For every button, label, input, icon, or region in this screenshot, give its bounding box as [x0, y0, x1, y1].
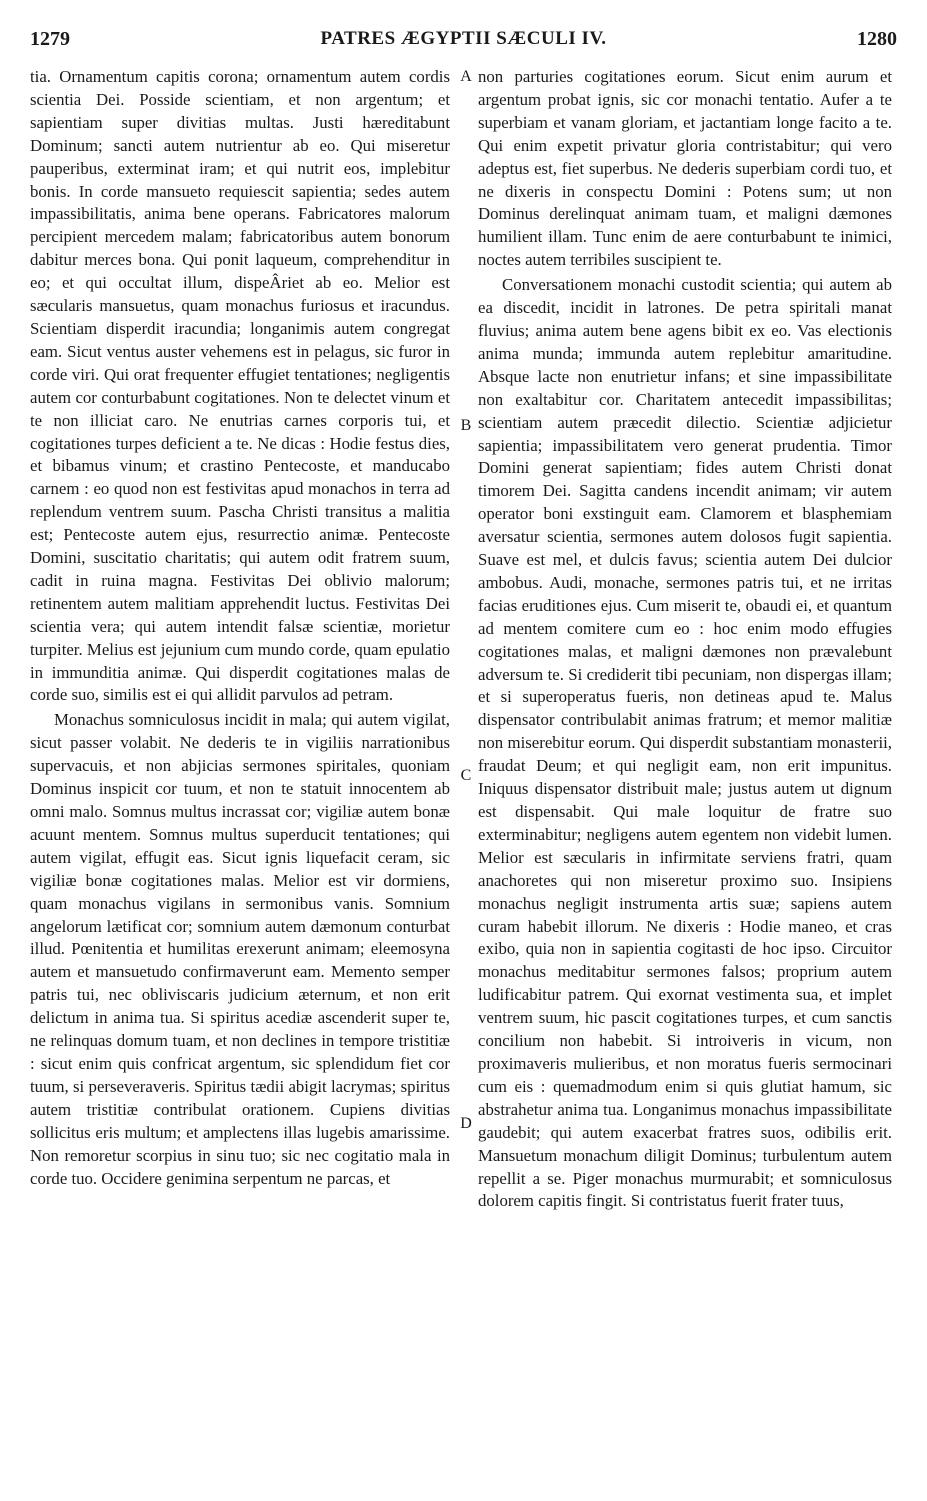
right-paragraph-1: non parturies cogitationes eorum. Sicut enim aurum et argentum probat ignis, sic cor monachi tentatio. Aufer a te superbiam et vanam gloriam, et jactantiam longe facito a te. Qui enim expetit privatur gloria contristabitur; qui vero adeptus est, fiet superbus. Ne dederis superbiam cordi tuo, et ne dixeris in conspectu Domini : Potens sum; ut non Dominus derelinquat animam tuam, et maligni dæmones humilient illam. Tunc enim de aere conturbabunt te inimici, noctes autem terribiles suscipient te. [478, 67, 892, 270]
margin-letter-a: A [460, 68, 472, 85]
page-header [30, 28, 897, 54]
page-number-right: 1280 [857, 28, 897, 50]
right-paragraph-2: Conversationem monachi custodit scientia; qui autem ab ea discedit, incidit in latrones. De petra spiritali manat fluvius; anima autem bene agens bibit ex eo. Vas electionis anima munda; immunda autem replebitur amaritudine. Absque lacte non enutrietur infans; et sine impassibilitate non exaltabitur cor. Charitatem antecedit impassibilitas; scientiam autem præcedit dilectio. Scientiæ adjicietur sapientia; impassibilitatem vero generat prudentia. Timor Domini generat sapientiam; fides autem Christi donat timorem Dei. Sagitta candens incendit animam; vir autem operator boni exstinguit eam. Clamorem et blasphemiam aversatur scientia, sermones autem dolosos fugit sapientia. Suave est mel, et dulcis favus; scientia autem Dei dulcior ambobus. Audi, monache, sermones patris tui, et ne irritas facias eruditiones ejus. Cum miserit te, obaudi ei, et quantum ad mentem comitere cum eo : hoc enim modo effugies cogitationes malas, et maligni dæmones non prævalebunt adversum te. Si crediderit tibi pecuniam, non dispergas illam; et si superoperatus fueris, non detineas apud te. Malus dispensator contribulabit animas fratrum; et memor malitiæ non miserebitur eorum. Qui disperdit substantiam monasterii, fraudat Deum; et qui negligit eam, non erit impunitus. Iniquus dispensator distribuit male; justus autem ut dignum est dispensabit. Qui male loquitur de fratre suo exterminabitur; negligens autem egentem non videbit lumen. Melior est sæcularis in infirmitate serviens fratri, quam anachoretes qui non miseretur proximo suo. Insipiens monachus negligit instrumenta artis suæ; sapiens autem curam habebit illorum. Ne dixeris : Hodie maneo, et cras exibo, quia non in sapientia cogitasti de hoc ipso. Circuitor monachus meditabitur sermones falsos; proprium autem ludificabitur patrem. Qui exornat vestimenta sua, et implet ventrem suum, hic pascit cogitationes turpes, et cum sanctis concilium non habebit. Si introiveris in vicum, non proximaveris mulieribus, et non moratus fueris sermocinari cum eis : quemadmodum enim si quis glutiat hamum, sic abstrahetur anima tua. Longanimus monachus impassibilitate gaudebit; qui autem exacerbat fratres suos, odibilis erit. Mansuetum monachum diligit Dominus; turbulentum autem repellit a se. Piger monachus murmurabit; et somniculosus dolorem capitis fingit. Si contristatus fuerit frater tuus, [478, 275, 892, 1211]
left-paragraph-1: tia. Ornamentum capitis corona; ornamentum autem cordis scientia Dei. Posside scientiam, et non argentum; et sapientiam super divitias multas. Justi hæreditabunt Dominum; sancti autem nutrientur ab eo. Qui miseretur pauperibus, exterminat iram; et qui nutrit eos, implebitur bonis. In corde mansueto requiescit sapientia; sedes autem impassibilitatis, anima bene operans. Fabricatores malorum percipient mercedem malam; fabricatoribus autem bonorum dabitur merces bona. Qui ponit laqueum, comprehenditur in eo; et qui occultat illum, dispeÂriet ab eo. Melior est sæcularis mansuetus, quam monachus furiosus et iracundus. Scientiam disperdit iracundia; longanimis autem congregat eam. Sicut ventus auster vehemens est in pelagus, sic furor in corde viri. Qui orat frequenter effugiet tentationes; negligentis autem cor conturbabunt cogitationes. Non te delectet vinum et te non illiciat caro. Ne enutrias carnes corporis tui, et cogitationes turpes deficient a te. Ne dicas : Hodie festus dies, et bibamus vinum; et crastino Pentecoste, et manducabo carnem : eo quod non est festivitas apud monachos in terra ad replendum ventrem suum. Pascha Christi transitus a malitia est; Pentecoste autem ejus, resurrectio animæ. Pentecoste Domini, suscitatio charitatis; qui autem odit fratrem suum, cadit in ruina magna. Festivitas Dei oblivio malorum; retinentem autem malitiam apprehendit luctus. Festivitas Dei scientia vera; qui autem intendit falsæ scientiæ, morietur turpiter. Melius est jejunium cum mundo corde, quam epulatio in immunditia animæ. Qui disperdit cogitationes malas de corde suo, similis est ei qui allidit parvulos ad petram. [30, 67, 450, 705]
running-title: PATRES ÆGYPTII SÆCULI IV. [320, 28, 607, 49]
margin-letter-d: D [460, 1115, 472, 1132]
margin-letter-c: C [460, 767, 472, 784]
margin-letter-b: B [460, 417, 472, 434]
left-paragraph-2: Monachus somniculosus incidit in mala; qui autem vigilat, sicut passer volabit. Ne dederis te in vigiliis narrationibus supervacuis, et non abjicias sermones spiritales, quoniam Dominus inspicit cor tuum, et non te statuit innocentem ab omni malo. Somnus multus incrassat cor; vigiliæ autem bonæ acuunt mentem. Somnus multus superducit tentationes; qui autem vigilat, effugit eas. Sicut ignis liquefacit ceram, sic vigiliæ bonæ cogitationes malas. Melior est vir dormiens, quam monachus vigilans in sermonibus vanis. Somnium angelorum lætificat cor; somnium autem dæmonum conturbat illud. Pœnitentia et humilitas erexerunt animam; eleemosyna autem et mansuetudo confirmaverunt eam. Memento semper patris tui, nec obliviscaris judicium æternum, et non erit delictum in anima tua. Si spiritus acediæ ascenderit super te, ne relinquas domum tuam, et non declines in tempore tristitiæ : sicut enim quis confricat argentum, sic splendidum fiet cor tuum, si perseveraveris. Spiritus tædii abigit lacrymas; spiritus autem tristitiæ contribulat orationem. Cupiens divitias sollicitus eris multum; et amplectens illas lugebis amarissime. Non remoretur scorpius in sinu tuo; sic nec cogitatio mala in corde tuo. Occidere genimina serpentum ne parcas, et [30, 710, 450, 1188]
left-column [30, 66, 450, 1190]
page-number-left: 1279 [30, 28, 70, 50]
right-column [478, 66, 892, 1213]
